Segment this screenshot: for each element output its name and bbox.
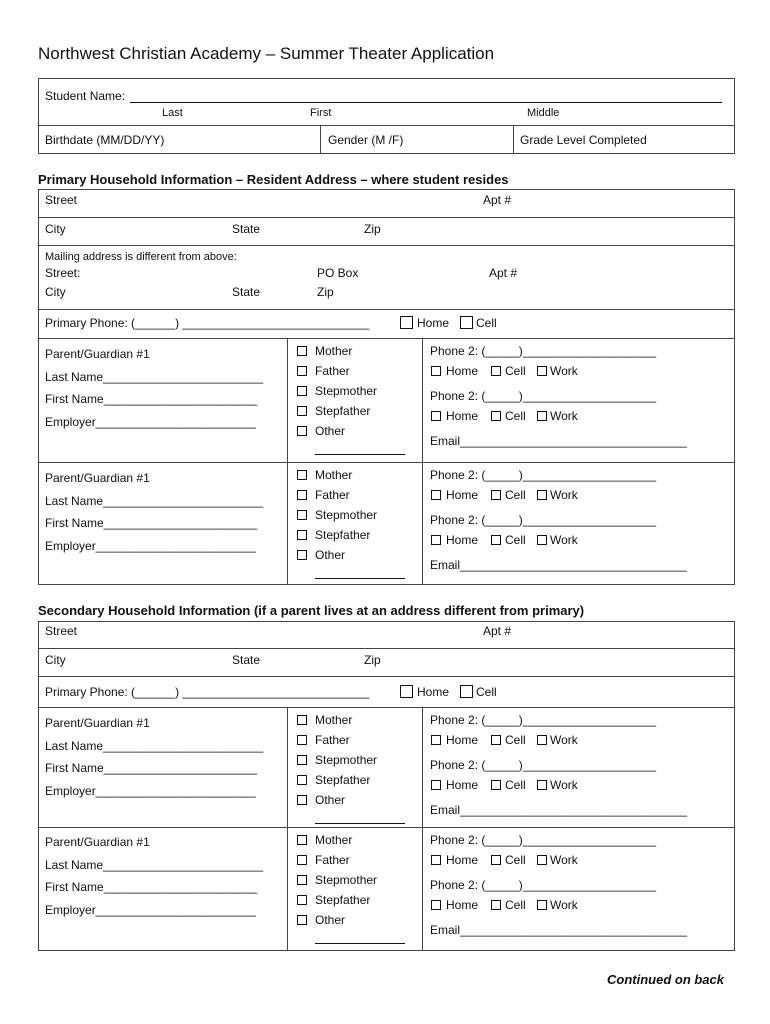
other-label: Other	[315, 793, 346, 807]
cell-checkbox[interactable]	[491, 535, 501, 545]
mother-checkbox[interactable]	[297, 835, 307, 845]
mother-checkbox[interactable]	[297, 346, 307, 356]
cell-label: Cell	[505, 409, 526, 423]
mother-label: Mother	[315, 468, 353, 482]
home-label: Home	[446, 409, 479, 423]
mother-label: Mother	[315, 833, 353, 847]
cell-checkbox[interactable]	[491, 366, 501, 376]
last-name-caption: Last	[162, 107, 183, 119]
home-label: Home	[417, 685, 450, 699]
mailing-apt-field[interactable]: Apt #	[489, 266, 518, 280]
work-checkbox[interactable]	[537, 780, 547, 790]
work-label: Work	[550, 778, 578, 792]
primary-household-header: Primary Household Information – Resident Address – where student resides	[38, 172, 509, 187]
cell-label: Cell	[505, 778, 526, 792]
birthdate-field[interactable]: Birthdate (MM/DD/YY)	[45, 133, 165, 147]
mailing-state-field[interactable]: State	[232, 285, 261, 299]
mailing-street-field[interactable]: Street:	[45, 266, 81, 280]
other-line[interactable]	[315, 454, 405, 455]
phone2-field[interactable]: Phone 2: (_____)____________________	[430, 513, 657, 527]
zip-field[interactable]: Zip	[364, 653, 381, 667]
secondary-household-header: Secondary Household Information (if a parent lives at an address different from primary)	[38, 603, 585, 618]
father-checkbox[interactable]	[297, 490, 307, 500]
cell-checkbox[interactable]	[460, 685, 473, 698]
phone2-field[interactable]: Phone 2: (_____)____________________	[430, 389, 657, 403]
work-label: Work	[550, 409, 578, 423]
stepmother-checkbox[interactable]	[297, 755, 307, 765]
phone2-field[interactable]: Phone 2: (_____)____________________	[430, 468, 657, 482]
stepmother-label: Stepmother	[315, 873, 378, 887]
cell-checkbox[interactable]	[491, 490, 501, 500]
apt-field[interactable]: Apt #	[483, 624, 512, 638]
stepfather-checkbox[interactable]	[297, 895, 307, 905]
grade-level-field[interactable]: Grade Level Completed	[520, 133, 647, 147]
home-label: Home	[446, 853, 479, 867]
mailing-city-field[interactable]: City	[45, 285, 66, 299]
po-box-field[interactable]: PO Box	[317, 266, 359, 280]
father-label: Father	[315, 853, 350, 867]
cell-label: Cell	[505, 853, 526, 867]
cell-checkbox[interactable]	[460, 316, 473, 329]
guardian-last-name-field[interactable]: Last Name________________________	[45, 739, 264, 753]
gender-field[interactable]: Gender (M /F)	[328, 133, 404, 147]
stepfather-checkbox[interactable]	[297, 530, 307, 540]
other-line[interactable]	[315, 578, 405, 579]
other-label: Other	[315, 424, 346, 438]
stepmother-checkbox[interactable]	[297, 386, 307, 396]
stepmother-checkbox[interactable]	[297, 875, 307, 885]
divider	[287, 338, 288, 585]
home-checkbox[interactable]	[431, 780, 441, 790]
other-label: Other	[315, 913, 346, 927]
work-checkbox[interactable]	[537, 411, 547, 421]
divider	[287, 707, 288, 951]
father-checkbox[interactable]	[297, 366, 307, 376]
divider	[38, 309, 735, 310]
home-checkbox[interactable]	[400, 316, 413, 329]
home-checkbox[interactable]	[431, 855, 441, 865]
work-checkbox[interactable]	[537, 535, 547, 545]
cell-label: Cell	[505, 733, 526, 747]
cell-checkbox[interactable]	[491, 780, 501, 790]
work-label: Work	[550, 898, 578, 912]
stepmother-checkbox[interactable]	[297, 510, 307, 520]
work-label: Work	[550, 533, 578, 547]
phone2-field[interactable]: Phone 2: (_____)____________________	[430, 833, 657, 847]
home-label: Home	[446, 778, 479, 792]
cell-checkbox[interactable]	[491, 735, 501, 745]
guardian-title: Parent/Guardian #1	[45, 347, 150, 361]
divider	[38, 245, 735, 246]
phone2-field[interactable]: Phone 2: (_____)____________________	[430, 344, 657, 358]
street-field[interactable]: Street	[45, 193, 78, 207]
father-label: Father	[315, 364, 350, 378]
work-label: Work	[550, 733, 578, 747]
home-label: Home	[446, 898, 479, 912]
stepfather-checkbox[interactable]	[297, 406, 307, 416]
first-name-caption: First	[310, 107, 332, 119]
home-checkbox[interactable]	[431, 735, 441, 745]
divider	[422, 707, 423, 951]
city-field[interactable]: City	[45, 222, 66, 236]
stepfather-checkbox[interactable]	[297, 775, 307, 785]
home-checkbox[interactable]	[431, 411, 441, 421]
guardian-first-name-field[interactable]: First Name_______________________	[45, 880, 258, 894]
work-label: Work	[550, 488, 578, 502]
cell-label: Cell	[476, 685, 497, 699]
other-label: Other	[315, 548, 346, 562]
mother-label: Mother	[315, 344, 353, 358]
page-title: Northwest Christian Academy – Summer Theater Application	[38, 44, 495, 63]
divider	[422, 338, 423, 585]
home-checkbox[interactable]	[431, 900, 441, 910]
work-checkbox[interactable]	[537, 366, 547, 376]
home-checkbox[interactable]	[431, 535, 441, 545]
phone2-field[interactable]: Phone 2: (_____)____________________	[430, 878, 657, 892]
guardian-employer-field[interactable]: Employer________________________	[45, 415, 256, 429]
guardian-title: Parent/Guardian #1	[45, 471, 150, 485]
email-field[interactable]: Email__________________________________	[430, 923, 687, 937]
mailing-zip-field[interactable]: Zip	[317, 285, 334, 299]
mother-checkbox[interactable]	[297, 470, 307, 480]
cell-label: Cell	[476, 316, 497, 330]
continued-footer: Continued on back	[607, 972, 724, 987]
work-label: Work	[550, 853, 578, 867]
father-label: Father	[315, 488, 350, 502]
work-checkbox[interactable]	[537, 900, 547, 910]
other-checkbox[interactable]	[297, 550, 307, 560]
home-label: Home	[446, 533, 479, 547]
divider	[38, 338, 735, 339]
email-field[interactable]: Email__________________________________	[430, 803, 687, 817]
cell-label: Cell	[505, 533, 526, 547]
middle-name-caption: Middle	[527, 107, 560, 119]
work-checkbox[interactable]	[537, 490, 547, 500]
guardian-title: Parent/Guardian #1	[45, 835, 150, 849]
email-field[interactable]: Email__________________________________	[430, 558, 687, 572]
phone2-field[interactable]: Phone 2: (_____)____________________	[430, 758, 657, 772]
work-checkbox[interactable]	[537, 855, 547, 865]
divider	[320, 125, 321, 154]
city-field[interactable]: City	[45, 653, 66, 667]
divider	[38, 707, 735, 708]
student-name-line[interactable]	[130, 102, 722, 103]
mother-label: Mother	[315, 713, 353, 727]
stepmother-label: Stepmother	[315, 508, 378, 522]
father-checkbox[interactable]	[297, 855, 307, 865]
other-line[interactable]	[315, 943, 405, 944]
stepfather-label: Stepfather	[315, 528, 371, 542]
cell-label: Cell	[505, 898, 526, 912]
cell-checkbox[interactable]	[491, 900, 501, 910]
home-label: Home	[446, 488, 479, 502]
divider	[38, 217, 735, 218]
mailing-note: Mailing address is different from above:	[45, 251, 237, 263]
guardian-title: Parent/Guardian #1	[45, 716, 150, 730]
work-checkbox[interactable]	[537, 735, 547, 745]
home-label: Home	[446, 733, 479, 747]
cell-label: Cell	[505, 364, 526, 378]
divider	[38, 125, 735, 126]
stepfather-label: Stepfather	[315, 773, 371, 787]
guardian-employer-field[interactable]: Employer________________________	[45, 784, 256, 798]
father-checkbox[interactable]	[297, 735, 307, 745]
cell-checkbox[interactable]	[491, 411, 501, 421]
stepmother-label: Stepmother	[315, 753, 378, 767]
zip-field[interactable]: Zip	[364, 222, 381, 236]
home-label: Home	[417, 316, 450, 330]
work-label: Work	[550, 364, 578, 378]
apt-field[interactable]: Apt #	[483, 193, 512, 207]
divider	[38, 676, 735, 677]
mother-checkbox[interactable]	[297, 715, 307, 725]
student-name-label: Student Name:	[45, 89, 126, 103]
guardian-first-name-field[interactable]: First Name_______________________	[45, 516, 258, 530]
other-checkbox[interactable]	[297, 915, 307, 925]
divider	[38, 827, 735, 828]
guardian-last-name-field[interactable]: Last Name________________________	[45, 370, 264, 384]
other-line[interactable]	[315, 823, 405, 824]
divider	[513, 125, 514, 154]
stepfather-label: Stepfather	[315, 404, 371, 418]
street-field[interactable]: Street	[45, 624, 78, 638]
guardian-employer-field[interactable]: Employer________________________	[45, 539, 256, 553]
guardian-employer-field[interactable]: Employer________________________	[45, 903, 256, 917]
guardian-first-name-field[interactable]: First Name_______________________	[45, 761, 258, 775]
other-checkbox[interactable]	[297, 795, 307, 805]
state-field[interactable]: State	[232, 222, 261, 236]
other-checkbox[interactable]	[297, 426, 307, 436]
primary-phone-field[interactable]: Primary Phone: (______) ____________________________	[45, 685, 370, 699]
divider	[38, 462, 735, 463]
stepmother-label: Stepmother	[315, 384, 378, 398]
father-label: Father	[315, 733, 350, 747]
guardian-last-name-field[interactable]: Last Name________________________	[45, 858, 264, 872]
primary-phone-field[interactable]: Primary Phone: (______) ____________________________	[45, 316, 370, 330]
home-checkbox[interactable]	[400, 685, 413, 698]
home-checkbox[interactable]	[431, 490, 441, 500]
guardian-first-name-field[interactable]: First Name_______________________	[45, 392, 258, 406]
divider	[38, 648, 735, 649]
phone2-field[interactable]: Phone 2: (_____)____________________	[430, 713, 657, 727]
state-field[interactable]: State	[232, 653, 261, 667]
email-field[interactable]: Email__________________________________	[430, 434, 687, 448]
home-checkbox[interactable]	[431, 366, 441, 376]
stepfather-label: Stepfather	[315, 893, 371, 907]
cell-checkbox[interactable]	[491, 855, 501, 865]
guardian-last-name-field[interactable]: Last Name________________________	[45, 494, 264, 508]
home-label: Home	[446, 364, 479, 378]
cell-label: Cell	[505, 488, 526, 502]
